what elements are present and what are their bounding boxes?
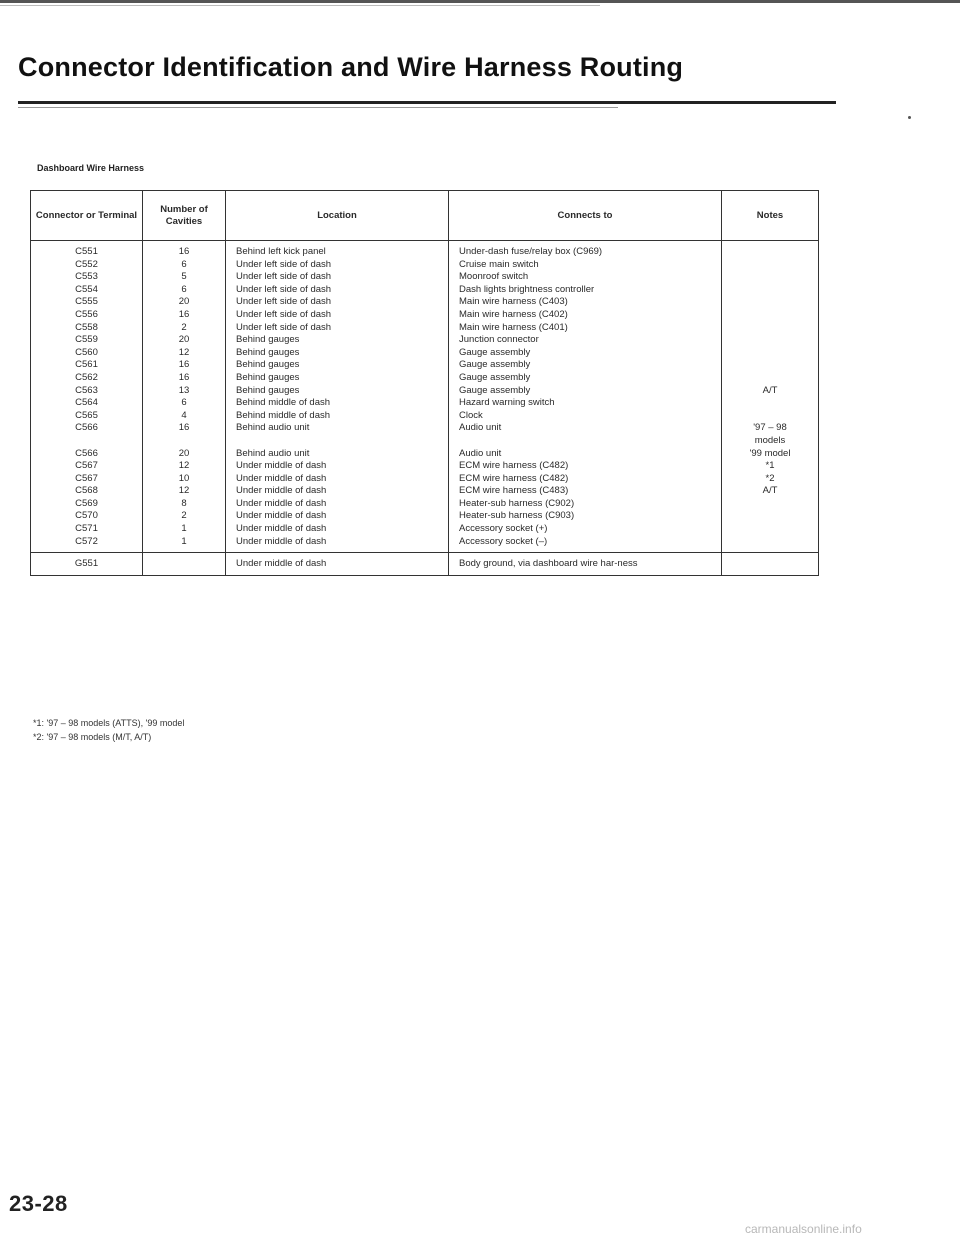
cell-line: Heater-sub harness (C903): [459, 510, 575, 522]
cell-line: Accessory socket (+): [459, 523, 548, 535]
ground-notes: [723, 558, 817, 571]
cell-line: Under middle of dash: [236, 523, 327, 535]
cell-line: Junction connector: [459, 334, 539, 346]
cell-line: Behind left kick panel: [236, 246, 326, 257]
cell-line: C558: [75, 321, 98, 333]
top-edge-rule-thin: [0, 5, 600, 6]
cell-line: C566: [75, 447, 98, 459]
cell-line: 1: [181, 535, 187, 547]
footnotes: [33, 716, 184, 744]
cell-line: Accessory socket (–): [459, 535, 548, 547]
ground-notes-cell: [722, 553, 819, 576]
cell-line: A/T: [762, 384, 778, 396]
cell-line: C564: [75, 397, 98, 409]
cell-line: C567: [75, 472, 98, 484]
cell-line: [723, 322, 817, 335]
cell-line: C559: [75, 334, 98, 346]
ground-connector-cell: [31, 553, 143, 576]
cell-line: 8: [181, 497, 187, 509]
cell-line: 16: [178, 308, 190, 320]
header-cavities: Number of Cavities: [143, 191, 226, 241]
header-notes: Notes: [722, 191, 819, 241]
cell-line: Gauge assembly: [459, 371, 531, 383]
cell-line: C570: [75, 510, 98, 522]
cell-line: Audio unit: [459, 447, 502, 459]
cell-line: Behind audio unit: [236, 447, 310, 459]
cell-line: 5: [181, 271, 187, 283]
cell-line: Under middle of dash: [236, 485, 327, 497]
cell-line: Behind audio unit: [236, 422, 310, 434]
cell-line: Behind gauges: [236, 346, 300, 358]
cell-line: Behind gauges: [236, 334, 300, 346]
location-column: [226, 241, 449, 553]
cell-line: Gauge assembly: [459, 384, 531, 396]
cell-line: [723, 271, 817, 284]
cell-line: 16: [178, 371, 190, 383]
cell-line: *1: [765, 460, 775, 472]
cell-line: 6: [181, 258, 187, 270]
ground-cavities-cell: [143, 553, 226, 576]
cell-line: 6: [181, 397, 187, 409]
cell-line: Main wire harness (C402): [459, 308, 568, 320]
cell-line: 16: [178, 359, 190, 371]
cell-line: C556: [75, 308, 98, 320]
cell-line: 20: [178, 447, 190, 459]
page-title: Connector Identification and Wire Harness Routing: [18, 52, 684, 82]
cell-line: Audio unit: [459, 422, 502, 434]
title-rule: [18, 101, 836, 104]
cell-line: 12: [178, 346, 190, 358]
cell-line: Under left side of dash: [236, 258, 332, 270]
cell-line: Behind gauges: [236, 371, 300, 383]
cell-line: [236, 435, 447, 448]
cell-line: C571: [75, 523, 98, 535]
header-connects-to: Connects to: [449, 191, 722, 241]
cell-line: Under-dash fuse/relay box (C969): [459, 246, 603, 257]
cell-line: [723, 359, 817, 372]
cell-line: ECM wire harness (C483): [459, 485, 569, 497]
table-row-group-b: [31, 553, 819, 576]
footnote-1: *1: '97 – 98 models (ATTS), '99 model: [33, 718, 185, 728]
cell-line: C561: [75, 359, 98, 371]
cell-line: Behind middle of dash: [236, 397, 331, 409]
table-header-row: [31, 191, 819, 241]
cell-line: C563: [75, 384, 98, 396]
cell-line: '99 model: [749, 447, 791, 459]
cell-line: ECM wire harness (C482): [459, 472, 569, 484]
cell-line: models: [754, 434, 786, 446]
cell-line: Behind gauges: [236, 359, 300, 371]
notes-column: [722, 241, 819, 553]
cell-line: 16: [178, 422, 190, 434]
cell-line: 20: [178, 334, 190, 346]
cell-line: C560: [75, 346, 98, 358]
page-number: 23-28: [9, 1191, 68, 1216]
cell-line: C553: [75, 271, 98, 283]
cell-line: 12: [178, 485, 190, 497]
connector-column: [31, 241, 143, 553]
cell-line: '97 – 98: [753, 422, 787, 434]
harness-table: [30, 190, 819, 576]
table-row-group-a: [31, 241, 819, 553]
cell-line: C565: [75, 409, 98, 421]
header-connector: Connector or Terminal: [31, 191, 143, 241]
cell-line: C552: [75, 258, 98, 270]
cell-line: Under middle of dash: [236, 472, 327, 484]
cell-line: A/T: [762, 485, 778, 497]
cell-line: 10: [178, 472, 190, 484]
cell-line: Main wire harness (C403): [459, 296, 568, 308]
cell-line: [723, 372, 817, 385]
cell-line: C562: [75, 371, 98, 383]
title-rule-thin: [18, 107, 618, 108]
cell-line: [723, 296, 817, 309]
cell-line: Moonroof switch: [459, 271, 529, 283]
cell-line: Under left side of dash: [236, 308, 332, 320]
cell-line: ECM wire harness (C482): [459, 460, 569, 472]
cell-line: Under middle of dash: [236, 510, 327, 522]
cell-line: C554: [75, 283, 98, 295]
cell-line: Under middle of dash: [236, 535, 327, 547]
cell-line: C551: [75, 246, 98, 257]
cell-line: [723, 334, 817, 347]
cell-line: [723, 347, 817, 360]
connects-to-column: [449, 241, 722, 553]
cell-line: [723, 536, 817, 549]
cell-line: Under middle of dash: [236, 460, 327, 472]
ground-connector: G551: [74, 558, 99, 570]
cell-line: 4: [181, 409, 187, 421]
cell-line: 20: [178, 296, 190, 308]
top-edge-rule: [0, 0, 960, 3]
cell-line: C567: [75, 460, 98, 472]
ground-connects-to-cell: [449, 553, 722, 576]
ground-connects-to: Body ground, via dashboard wire har-ness: [459, 558, 638, 570]
cell-line: Heater-sub harness (C902): [459, 497, 575, 509]
cell-line: [32, 435, 141, 448]
cavities-column: [143, 241, 226, 553]
footnote-2: *2: '97 – 98 models (M/T, A/T): [33, 732, 152, 742]
cell-line: Under left side of dash: [236, 283, 332, 295]
cell-line: *2: [765, 472, 775, 484]
cell-line: C568: [75, 485, 98, 497]
cell-line: [459, 435, 720, 448]
cell-line: Behind gauges: [236, 384, 300, 396]
cell-line: 2: [181, 510, 187, 522]
cell-line: 6: [181, 283, 187, 295]
cell-line: C566: [75, 422, 98, 434]
cell-line: Hazard warning switch: [459, 397, 555, 409]
cell-line: C572: [75, 535, 98, 547]
cell-line: Gauge assembly: [459, 359, 531, 371]
cell-line: [723, 510, 817, 523]
cell-line: Cruise main switch: [459, 258, 539, 270]
cell-line: [144, 435, 224, 448]
cell-line: Main wire harness (C401): [459, 321, 568, 333]
cell-line: Clock: [459, 409, 483, 421]
cell-line: [723, 284, 817, 297]
cell-line: [723, 523, 817, 536]
cell-line: 2: [181, 321, 187, 333]
header-location: Location: [226, 191, 449, 241]
cell-line: Under left side of dash: [236, 321, 332, 333]
cell-line: 16: [178, 246, 190, 257]
cell-line: [723, 397, 817, 410]
cell-line: Under middle of dash: [236, 497, 327, 509]
cell-line: [723, 410, 817, 423]
cell-line: Gauge assembly: [459, 346, 531, 358]
ground-cavities: [144, 558, 224, 571]
cell-line: [723, 309, 817, 322]
watermark: carmanualsonline.info: [745, 1222, 862, 1236]
cell-line: Behind middle of dash: [236, 409, 331, 421]
cell-line: [723, 498, 817, 511]
cell-line: Under left side of dash: [236, 296, 332, 308]
cell-line: 12: [178, 460, 190, 472]
ground-location: Under middle of dash: [236, 558, 327, 570]
cell-line: C569: [75, 497, 98, 509]
cell-line: 13: [178, 384, 190, 396]
cell-line: [723, 259, 817, 272]
section-heading: Dashboard Wire Harness: [37, 163, 144, 173]
cell-line: Under left side of dash: [236, 271, 332, 283]
cell-line: Dash lights brightness controller: [459, 283, 595, 295]
cell-line: 1: [181, 523, 187, 535]
edge-mark: [908, 116, 911, 119]
ground-location-cell: [226, 553, 449, 576]
cell-line: [723, 246, 817, 259]
cell-line: C555: [75, 296, 98, 308]
